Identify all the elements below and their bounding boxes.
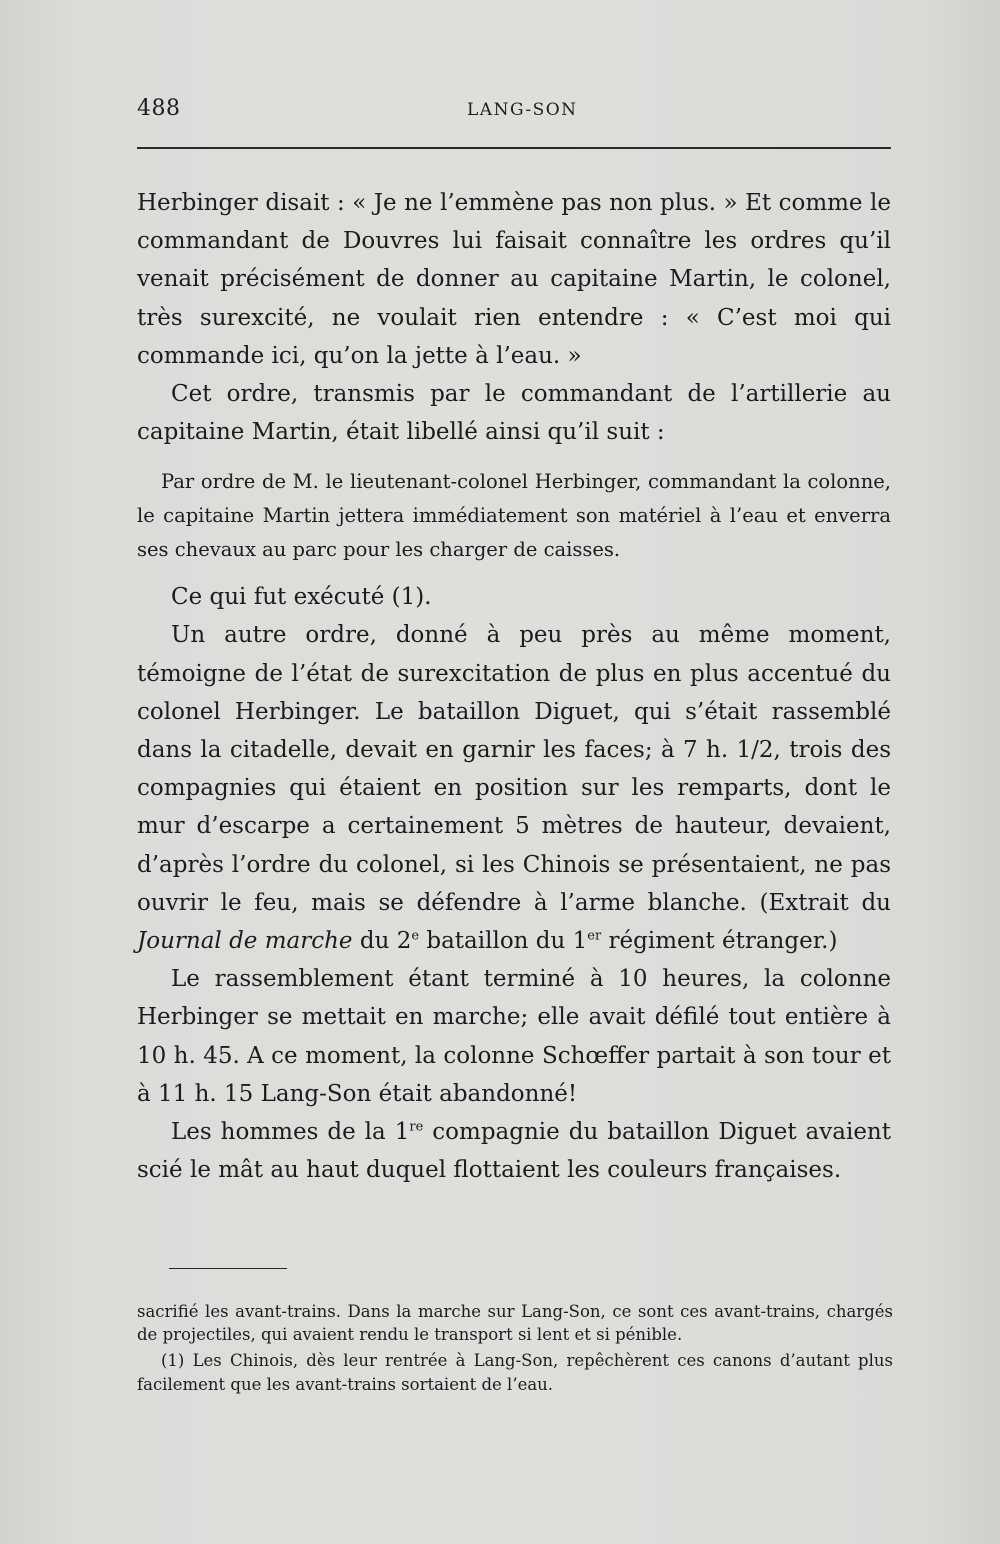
superscript-re: re <box>409 1119 424 1135</box>
paragraph-6-text-2: compagnie du bataillon Diguet avaient scié le mât au haut duquel flottaient les couleurs françaises. <box>137 1119 891 1184</box>
superscript-er: er <box>587 928 602 944</box>
paragraph-2: Cet ordre, transmis par le commandant de l’artillerie au capitaine Martin, était libellé ainsi qu’il suit : <box>137 381 891 446</box>
page-number: 488 <box>137 96 181 121</box>
paragraph-4-text-4: régiment étranger.) <box>601 928 838 955</box>
paragraph-6 <box>137 1113 891 1189</box>
page-header <box>137 96 891 128</box>
quoted-order: Par ordre de M. le lieutenant-colonel Herbinger, commandant la colonne, le capitaine Martin jettera immédiatement son matériel à l’eau et enverra ses chevaux au parc pour les charger de caisses. <box>137 470 891 561</box>
footnote-1: (1) Les Chinois, dès leur rentrée à Lang-Son, repêchèrent ces canons d’autant plus facilement que les avant-trains sortaient de l’eau. <box>137 1351 893 1394</box>
paragraph-4-text: Un autre ordre, donné à peu près au même moment, témoigne de l’état de surexcitation de plus en plus accentué du colonel Herbinger. Le bataillon Diguet, qui s’était rassemblé dans la citadelle, devait en garnir les faces; à 7 h. 1/2, trois des compagnies qui étaient en position sur les remparts, dont le mur d’escarpe a certainement 5 mètres de hauteur, devaient, d’après l’ordre du colonel, si les Chinois se présentaient, ne pas ouvrir le feu, mais se défendre à l’arme blanche. (Extrait du <box>137 622 891 916</box>
paragraph-5: Le rassemblement étant terminé à 10 heures, la colonne Herbinger se mettait en marche; elle avait défilé tout entière à 10 h. 45. A ce moment, la colonne Schœffer partait à son tour et à 11 h. 15 Lang-Son était abandonné! <box>137 966 891 1107</box>
paragraph-6-text: Les hommes de la 1 <box>171 1119 410 1146</box>
footnote-rule <box>169 1268 287 1269</box>
paragraph-4 <box>137 616 891 960</box>
header-rule <box>137 147 891 149</box>
paragraph-3: Ce qui fut exécuté (1). <box>171 584 432 611</box>
paragraph-1: Herbinger disait : « Je ne l’emmène pas non plus. » Et comme le commandant de Douvres lui faisait connaître les ordres qu’il venait précisément de donner au capitaine Martin, le colonel, très surexcité, ne voulait rien entendre : « C’est moi qui commande ici, qu’on la jette à l’eau. » <box>137 190 891 369</box>
journal-title: Journal de marche <box>137 928 353 955</box>
paragraph-4-text-3: bataillon du 1 <box>419 928 588 955</box>
footnotes <box>137 1300 893 1399</box>
superscript-e: e <box>411 928 420 944</box>
running-head: LANG-SON <box>467 100 578 120</box>
paragraph-4-text-2: du 2 <box>352 928 412 955</box>
footnote-continued: sacrifié les avant-trains. Dans la marche sur Lang-Son, ce sont ces avant-trains, chargés de projectiles, qui avaient rendu le transport si lent et si pénible. <box>137 1302 893 1345</box>
main-text <box>137 184 891 1189</box>
